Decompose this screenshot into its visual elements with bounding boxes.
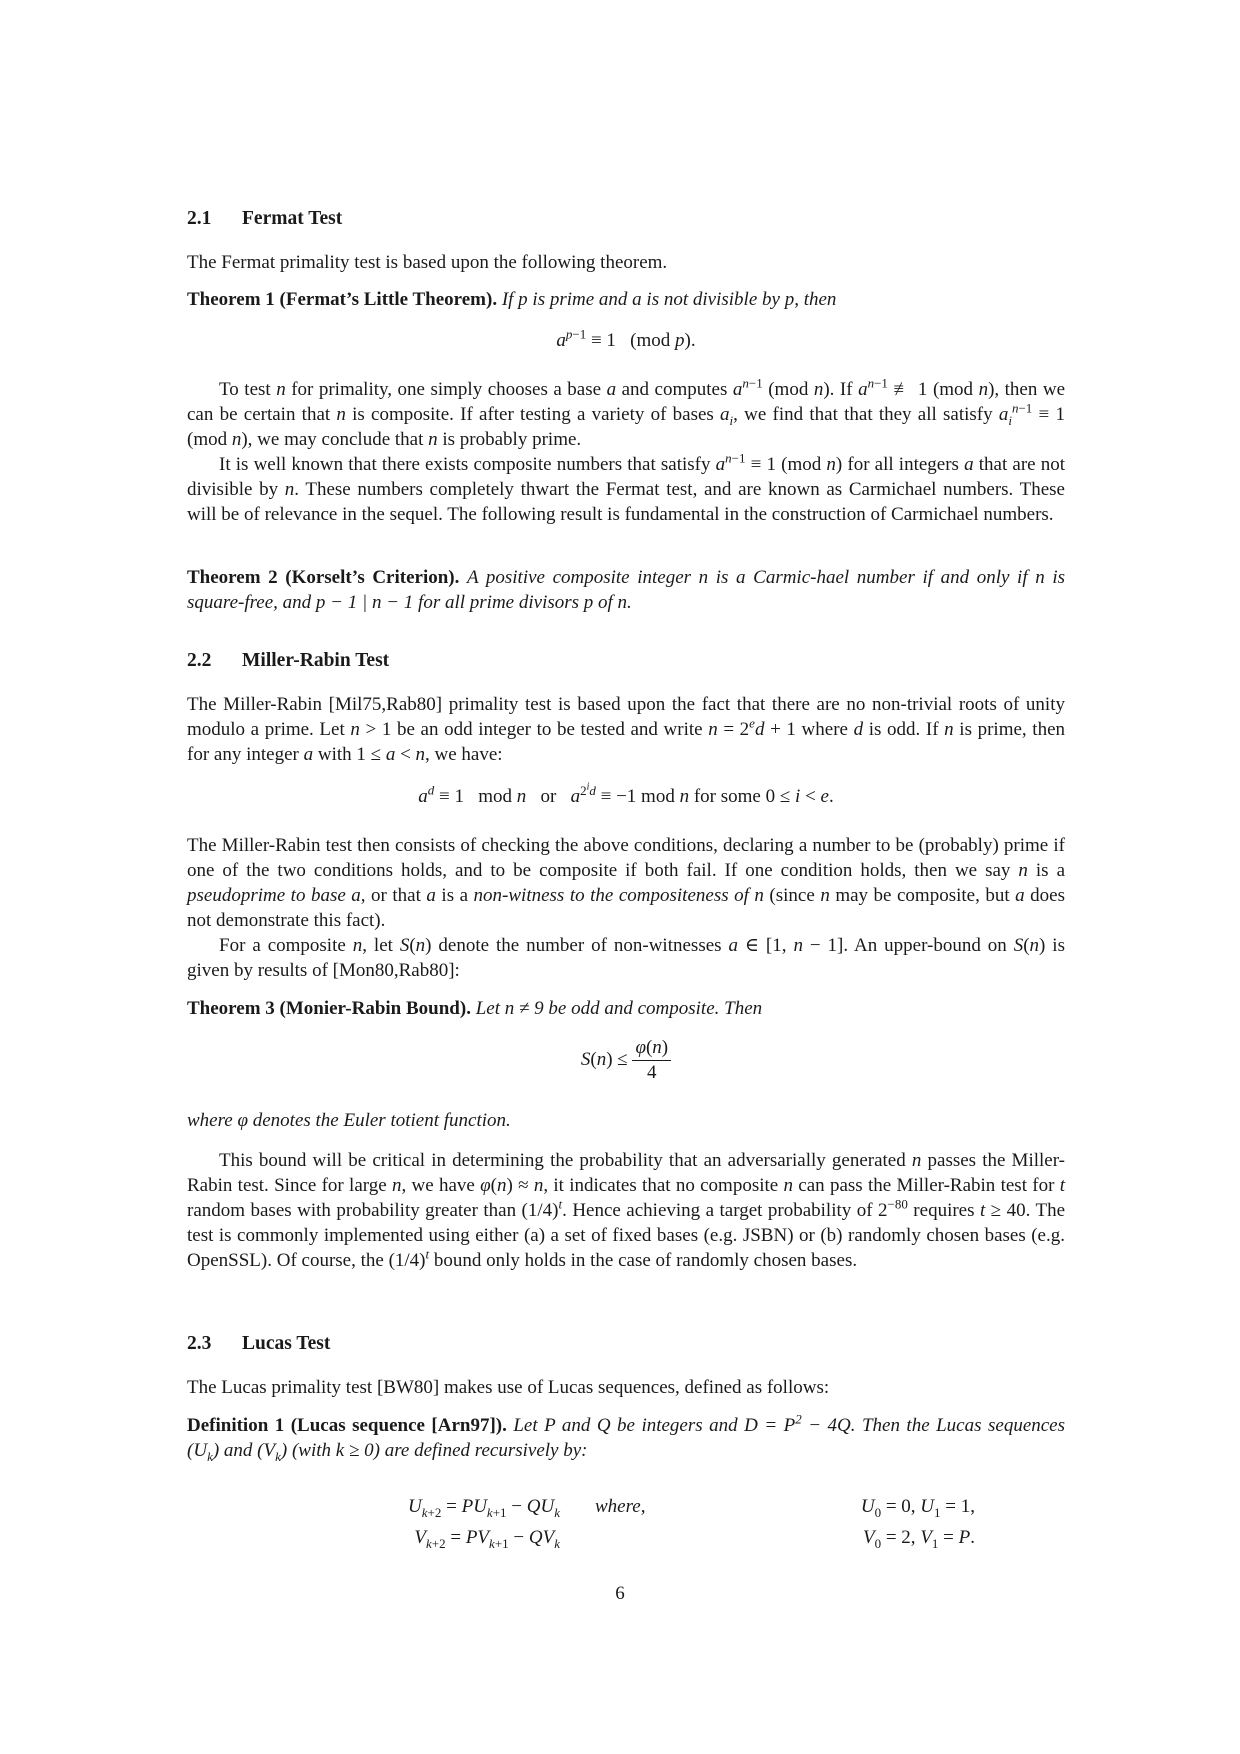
theorem-3-where [187, 1108, 1065, 1133]
paragraph-miller-rabin-intro: The Miller-Rabin [Mil75,Rab80] primality test is based upon the fact that there are no non-trivial roots of unity modulo a prime. Let n > 1 be an odd integer to be tested and write $n = 2^ed + 1$ where d is odd. If n is prime, then for any integer a with 1 ≤ a < n, we have: [187, 694, 1065, 765]
section-number: 2.3 [187, 1333, 212, 1354]
theorem-2 [187, 565, 1065, 615]
page-number: 6 [615, 1583, 625, 1604]
definition-1 [187, 1413, 1065, 1463]
fermat-intro-text: The Fermat primality test is based upon the following theorem. [187, 252, 668, 273]
paragraph-lucas-intro [187, 1375, 1065, 1400]
section-title: Miller-Rabin Test [242, 650, 390, 671]
equation-monier-rabin: S(n) ≤ $\frac{\varphi(n)}{4}$ [187, 1036, 1065, 1085]
definition-1-statement: Let P and Q be integers and $D = P^2 - 4Q$. Then the Lucas sequences $(U_k)$ and $(V_k)$ (with k ≥ 0) are defined recursively by: [187, 1411, 1066, 1464]
theorem-1-label: Theorem 1 (Fermat’s Little Theorem). [187, 289, 498, 310]
theorem-2-statement: A positive composite integer n is a Carmic-hael number if and only if n is square-free, and p − 1 | n − 1 for all prime divisors p of n. [187, 567, 1065, 613]
section-number: 2.1 [187, 208, 212, 229]
theorem-3 [187, 996, 1065, 1021]
where-phi-text: where φ denotes the Euler totient function. [187, 1110, 511, 1131]
theorem-2-label: Theorem 2 (Korselt’s Criterion). [187, 567, 460, 588]
section-number: 2.2 [187, 650, 212, 671]
section-title: Lucas Test [242, 1333, 331, 1354]
equation-fermat-little: $a^{p-1} \equiv 1$ (mod p). [556, 326, 696, 351]
equation-miller-rabin: $a^d \equiv 1$ mod n or $a^{2^id} \equiv -1$ mod n for some 0 ≤ i < e. [418, 781, 834, 807]
theorem-3-label: Theorem 3 (Monier-Rabin Bound). [187, 998, 471, 1019]
paragraph-fermat-test: To test n for primality, one simply chooses a base a and computes $a^{n-1}$ (mod n). If $a^{n-1}$ ≢ 1 (mod n), then we can be certain that n is composite. If after testing a variety of bases $a_i$, we find that that they all satisfy $a_i^{n-1} \equiv 1$ (mod n), we may conclude that n is probably prime. It is well known that there exists composite numbers that satisfy $a^{n-1} \equiv 1$ (mod n) for all integers a that are not divisible by n. These numbers completely thwart the Fermat test, and are known as Carmichael numbers. These will be of relevance in the sequel. The following result is fundamental in the construction of Carmichael numbers. [187, 375, 1066, 525]
section-heading-lucas [187, 1333, 330, 1355]
lucas-intro-text: The Lucas primality test [BW80] makes use of Lucas sequences, defined as follows: [187, 1377, 830, 1398]
paragraph-fermat-intro [187, 250, 1065, 275]
definition-1-label: Definition 1 (Lucas sequence [Arn97]). [187, 1415, 507, 1436]
section-heading-miller-rabin [187, 650, 389, 672]
where-word: where, [595, 1495, 646, 1517]
paragraph-miller-rabin-test: The Miller-Rabin test then consists of checking the above conditions, declaring a number to be (probably) prime if one of the two conditions holds, and to be composite if both fail. If one condition holds, then we say n is a pseudoprime to base a, or that a is a non-witness to the compositeness of n (since n may be composite, but a does not demonstrate this fact). For a composite n, let S(n) denote the number of non-witnesses a ∈ [1, n − 1]. An upper-bound on S(n) is given by results of [Mon80,Rab80]: [187, 835, 1065, 981]
lucas-recurrence: $U_{k+2} = PU_{k+1} - QU_k$ where, $U_0 = 0$, $U_1 = 1$, $V_{k+2} = PV_{k+1} - QV_k$ $V_0 = 2$, $V_1 = P$. [330, 1491, 975, 1553]
section-title: Fermat Test [242, 208, 343, 229]
theorem-1 [187, 287, 1065, 312]
theorem-3-statement: Let n ≠ 9 be odd and composite. Then [475, 998, 763, 1019]
paragraph-bound-discussion: This bound will be critical in determining the probability that an adversarially generated n passes the Miller-Rabin test. Since for large n, we have φ(n) ≈ n, it indicates that no composite n can pass the Miller-Rabin test for t random bases with probability greater than $(1/4)^t$. Hence achieving a target probability of $2^{-80}$ requires t ≥ 40. The test is commonly implemented using either (a) a set of fixed bases (e.g. JSBN) or (b) randomly chosen bases (e.g. OpenSSL). Of course, the $(1/4)^t$ bound only holds in the case of randomly chosen bases. [187, 1150, 1066, 1271]
section-heading-fermat [187, 208, 342, 230]
theorem-1-statement: If p is prime and a is not divisible by p, then [501, 289, 837, 310]
